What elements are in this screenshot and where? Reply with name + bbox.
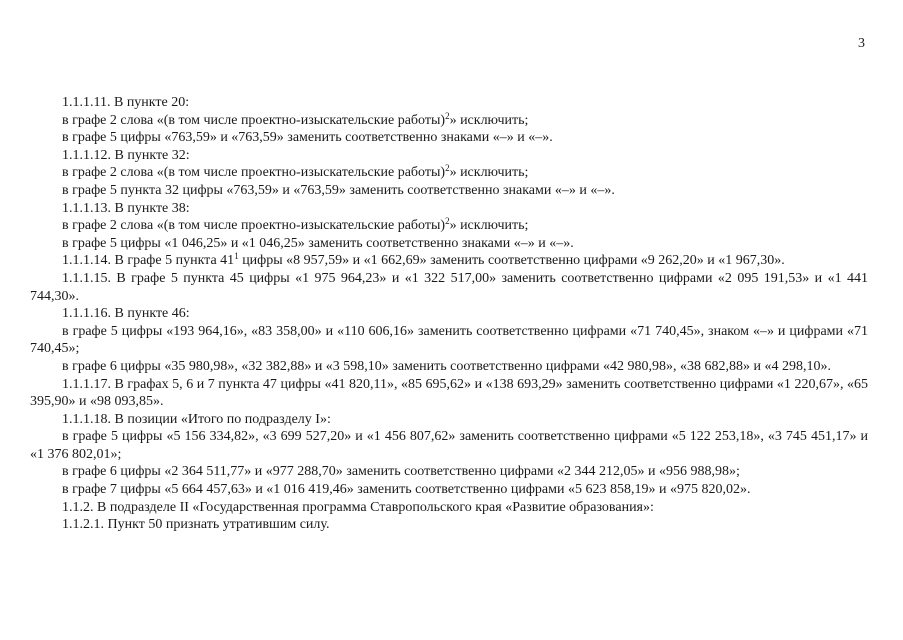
document-body	[30, 94, 868, 534]
paragraph-1-1-1-16-column-5: в графе 5 цифры «193 964,16», «83 358,00» и «110 606,16» заменить соответственно цифрами «71 740,45», знаком «–» и цифрами «71 740,45»;	[30, 323, 868, 357]
footnote-mark: 2	[445, 216, 450, 227]
paragraph-1-1-1-16-column-6: в графе 6 цифры «35 980,98», «32 382,88» и «3 598,10» заменить соответственно цифрами «42 980,98», «38 682,88» и «4 298,10».	[62, 358, 831, 374]
paragraph-1-1-1-18-column-5: в графе 5 цифры «5 156 334,82», «3 699 527,20» и «1 456 807,62» заменить соответственно цифрами «5 122 253,18», «3 745 451,17» и «1 376 802,01»;	[30, 429, 868, 462]
paragraph-1-1-2: 1.1.2. В подразделе II «Государственная программа Ставропольского края «Развитие образования»:	[62, 499, 654, 515]
paragraph-1-1-1-18-column-7: в графе 7 цифры «5 664 457,63» и «1 016 419,46» заменить соответственно цифрами «5 623 858,19» и «975 820,02».	[62, 482, 751, 498]
footnote-mark: 2	[445, 110, 450, 121]
footnote-mark: 1	[234, 251, 239, 262]
paragraph-1-1-1-12-column-5: в графе 5 пункта 32 цифры «763,59» и «763,59» заменить соответственно знаками «–» и «–».	[62, 182, 615, 198]
paragraph-1-1-1-18-column-6: в графе 6 цифры «2 364 511,77» и «977 288,70» заменить соответственно цифрами «2 344 212,05» и «956 988,98»;	[62, 464, 740, 480]
paragraph-1-1-1-16-heading: 1.1.1.16. В пункте 46:	[62, 306, 190, 322]
paragraph-1-1-1-11-column-2: в графе 2 слова «(в том числе проектно-изыскательские работы)$^2$» исключить;	[62, 110, 529, 128]
paragraph-1-1-2-1: 1.1.2.1. Пункт 50 признать утратившим силу.	[62, 517, 330, 533]
paragraph-1-1-1-18-heading: 1.1.1.18. В позиции «Итого по подразделу I»:	[62, 411, 331, 427]
paragraph-1-1-1-12-heading: 1.1.1.12. В пункте 32:	[62, 147, 190, 163]
paragraph-1-1-1-14: 1.1.1.14. В графе 5 пункта $41^1$ цифры «8 957,59» и «1 662,69» заменить соответственно цифрами «9 262,20» и «1 967,30».	[62, 251, 785, 269]
paragraph-1-1-1-13-column-2: в графе 2 слова «(в том числе проектно-изыскательские работы)$^2$» исключить;	[62, 216, 529, 234]
paragraph-1-1-1-13-column-5: в графе 5 цифры «1 046,25» и «1 046,25» заменить соответственно знаками «–» и «–».	[62, 235, 574, 251]
paragraph-1-1-1-11-column-5: в графе 5 цифры «763,59» и «763,59» заменить соответственно знаками «–» и «–».	[62, 130, 553, 146]
page-number: 3	[858, 36, 865, 51]
paragraph-1-1-1-13-heading: 1.1.1.13. В пункте 38:	[62, 200, 190, 216]
footnote-mark: 2	[445, 163, 450, 174]
paragraph-1-1-1-11-heading: 1.1.1.11. В пункте 20:	[62, 95, 190, 110]
paragraph-1-1-1-17: 1.1.1.17. В графах 5, 6 и 7 пункта 47 цифры «41 820,11», «85 695,62» и «138 693,29» заменить соответственно цифрами «1 220,67», «65 395,90» и «98 093,85».	[30, 376, 868, 410]
paragraph-1-1-1-12-column-2: в графе 2 слова «(в том числе проектно-изыскательские работы)$^2$» исключить;	[62, 163, 529, 181]
paragraph-1-1-1-15: 1.1.1.15. В графе 5 пункта 45 цифры «1 975 964,23» и «1 322 517,00» заменить соответственно цифрами «2 095 191,53» и «1 441 744,30».	[30, 270, 868, 304]
